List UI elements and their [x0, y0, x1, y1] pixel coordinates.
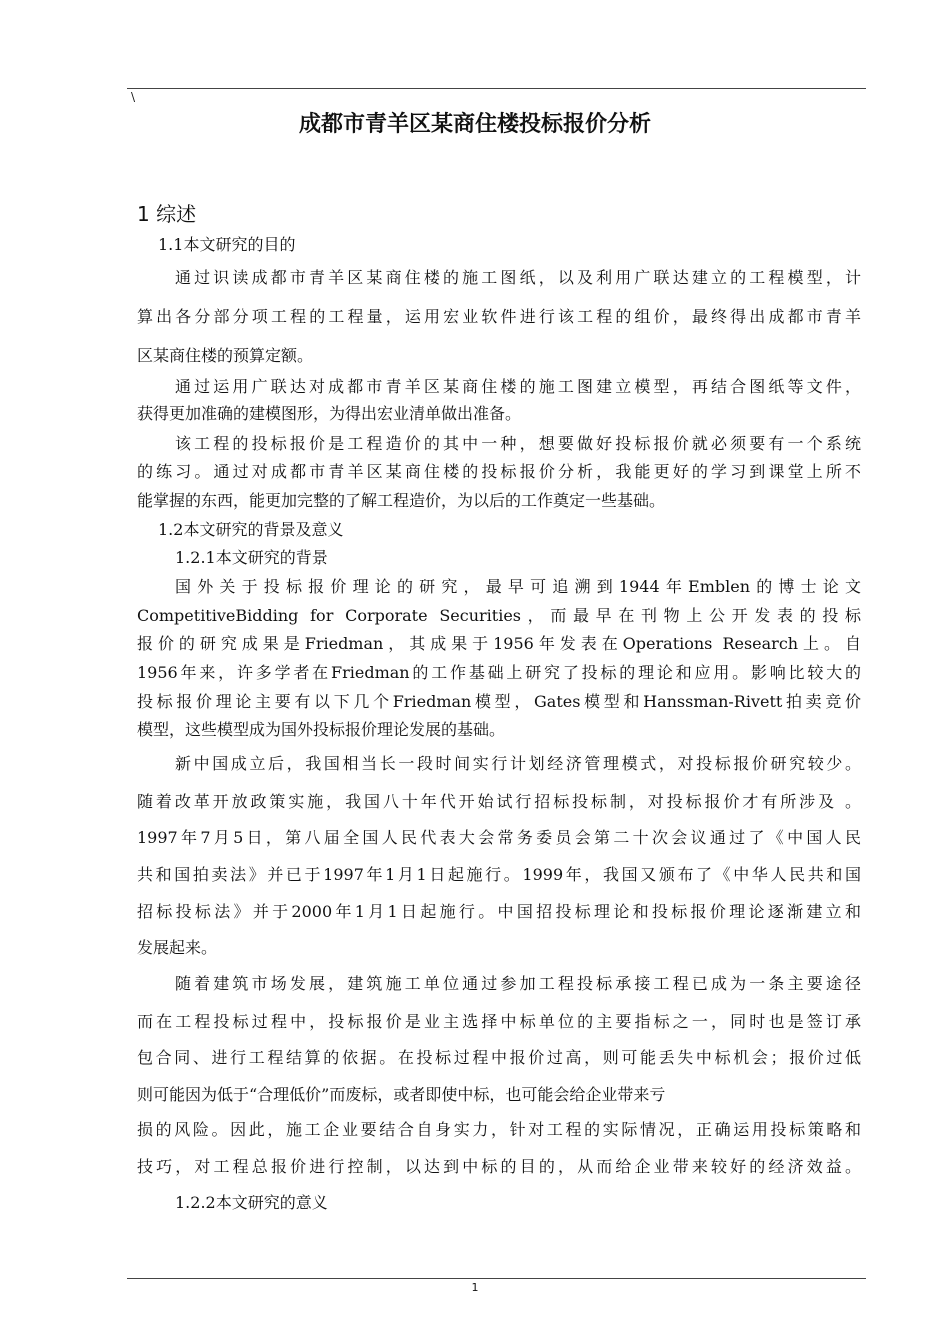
header-rule [127, 88, 866, 89]
paragraph-line: 该工程的投标报价是工程造价的其中一种，想要做好投标报价就必须要有一个系统 [175, 434, 861, 453]
paragraph-line: CompetitiveBidding for Corporate Securities，而最早在刊物上公开发表的投标 [137, 606, 861, 625]
subheading-1-2-2: 1.2.2本文研究的意义 [175, 1193, 328, 1212]
footer-rule [127, 1278, 866, 1279]
paragraph-line: 通过识读成都市青羊区某商住楼的施工图纸，以及利用广联达建立的工程模型，计 [175, 268, 861, 287]
paragraph-line: 算出各分部分项工程的工程量，运用宏业软件进行该工程的组价，最终得出成都市青羊 [137, 307, 861, 326]
paragraph-line: 随着改革开放政策实施，我国八十年代开始试行招标投标制，对投标报价才有所涉及 。 [137, 792, 861, 811]
paragraph-line: 则可能因为低于“合理低价”而废标，或者即使中标，也可能会给企业带来亏 [137, 1085, 666, 1104]
paragraph-line: 模型，这些模型成为国外投标报价理论发展的基础。 [137, 720, 506, 739]
subheading-1-2-1: 1.2.1本文研究的背景 [175, 548, 328, 567]
paragraph-line: 损的风险。因此，施工企业要结合自身实力，针对工程的实际情况，正确运用投标策略和 [137, 1120, 861, 1139]
paragraph-line: 区某商住楼的预算定额。 [137, 346, 314, 365]
section-heading: 1 综述 [137, 202, 197, 226]
paragraph-line: 1997年7月5日，第八届全国人民代表大会常务委员会第二十次会议通过了《中国人民 [137, 828, 861, 847]
page-number: 1 [471, 1281, 479, 1294]
subheading-1-2: 1.2本文研究的背景及意义 [158, 520, 344, 539]
subheading-1-1: 1.1本文研究的目的 [158, 235, 296, 254]
paragraph-line: 报价的研究成果是Friedman，其成果于1956年发表在Operations Research上。自 [137, 634, 861, 653]
paragraph-line: 国外关于投标报价理论的研究，最早可追溯到1944年Emblen的博士论文 [175, 577, 861, 596]
paragraph-line: 1956年来，许多学者在Friedman的工作基础上研究了投标的理论和应用。影响比较大的 [137, 663, 861, 682]
paragraph-line: 招标投标法》并于2000年1月1日起施行。中国招投标理论和投标报价理论逐渐建立和 [137, 902, 861, 921]
paragraph-line: 新中国成立后，我国相当长一段时间实行计划经济管理模式，对投标报价研究较少。 [175, 754, 861, 773]
paragraph-line: 能掌握的东西，能更加完整的了解工程造价，为以后的工作奠定一些基础。 [137, 491, 666, 510]
paragraph-line: 而在工程投标过程中，投标报价是业主选择中标单位的主要指标之一，同时也是签订承 [137, 1012, 861, 1031]
paragraph-line: 技巧，对工程总报价进行控制，以达到中标的目的，从而给企业带来较好的经济效益。 [137, 1157, 861, 1176]
header-mark: \ [131, 90, 136, 104]
paragraph-line: 的练习。通过对成都市青羊区某商住楼的投标报价分析，我能更好的学习到课堂上所不 [137, 462, 861, 481]
document-title: 成都市青羊区某商住楼投标报价分析 [298, 112, 651, 137]
paragraph-line: 投标报价理论主要有以下几个Friedman模型，Gates模型和Hanssman-Rivett拍卖竞价 [137, 692, 861, 711]
paragraph-line: 通过运用广联达对成都市青羊区某商住楼的施工图建立模型，再结合图纸等文件， [175, 377, 861, 396]
paragraph-line: 随着建筑市场发展，建筑施工单位通过参加工程投标承接工程已成为一条主要途径 [175, 974, 861, 993]
paragraph-line: 共和国拍卖法》并已于1997年1月1日起施行。1999年，我国又颁布了《中华人民共和国 [137, 865, 861, 884]
paragraph-line: 获得更加准确的建模图形，为得出宏业清单做出准备。 [137, 404, 522, 423]
paragraph-line: 包合同、进行工程结算的依据。在投标过程中报价过高，则可能丢失中标机会；报价过低 [137, 1048, 861, 1067]
paragraph-line: 发展起来。 [137, 938, 218, 957]
